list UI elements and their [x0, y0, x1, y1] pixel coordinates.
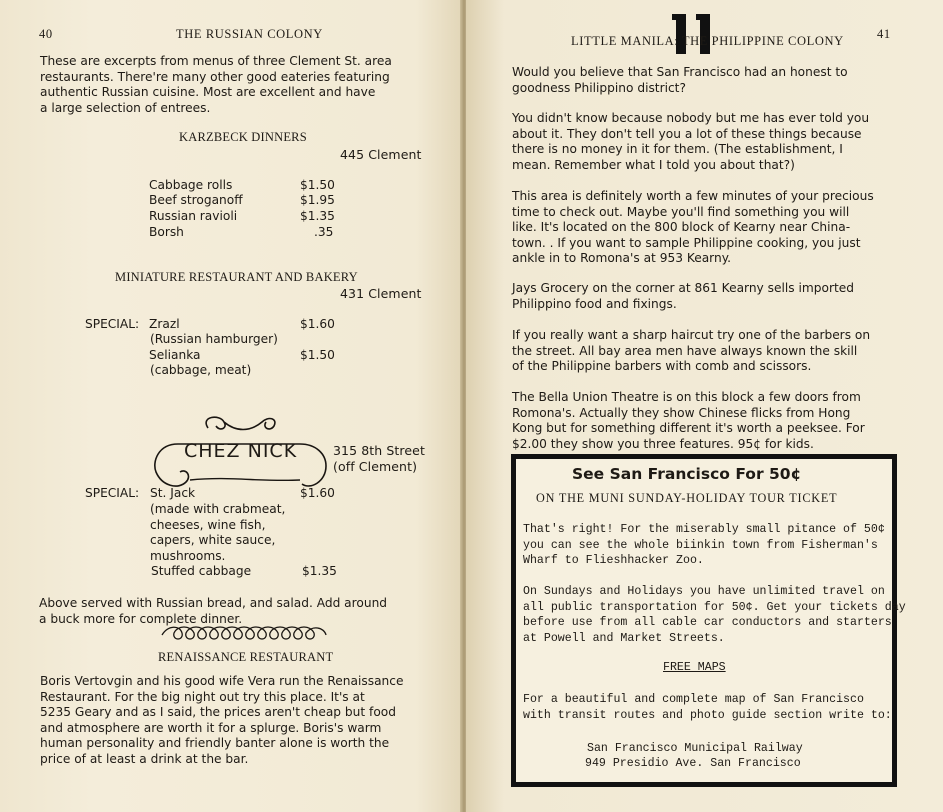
left-running-head: THE RUSSIAN COLONY — [176, 27, 323, 41]
paragraph: Jays Grocery on the corner at 861 Kearny sells imported Philippino food and fixings. — [512, 281, 854, 311]
renaissance-title: RENAISSANCE RESTAURANT — [158, 650, 334, 664]
menu-price: $1.35 — [300, 209, 335, 223]
menu-price: $1.60 — [300, 486, 335, 500]
free-maps-heading: FREE MAPS — [663, 661, 726, 674]
menu-price: $1.50 — [300, 178, 335, 192]
miniature-title: MINIATURE RESTAURANT AND BAKERY — [115, 270, 358, 284]
menu-price: $1.50 — [300, 348, 335, 362]
box-address: San Francisco Municipal Railway — [587, 742, 803, 755]
paragraph: You didn't know because nobody but me has ever told you about it. They don't tell you a lot of these things because there is no money in it for them. (The establishment, I mean. Remember what I told you about that?) — [512, 111, 870, 172]
special-description: (made with crabmeat, cheeses, wine fish, capers, white sauce, mushrooms. — [150, 502, 286, 563]
special-label: SPECIAL: — [85, 486, 140, 500]
paragraph: The Bella Union Theatre is on this block a few doors from Romona's. Actually they show Chinese flicks from Hong Kong but for something different it's worth a peeksee. For $2.00 they show you three features. 95¢ for kids. — [512, 390, 865, 451]
menu-item: Selianka — [149, 348, 201, 362]
paragraph: This area is definitely worth a few minutes of your precious time to check out. Maybe you'll find something you will like. It's located on the 800 block of Kearny near China- town. . If you want to sample Philippine cooking, you just ankle in to Romona's at 953 Kearny. — [512, 189, 874, 265]
menu-item: Russian ravioli — [149, 209, 238, 223]
karzbeck-title: KARZBECK DINNERS — [179, 130, 307, 144]
renaissance-paragraph: Boris Vertovgin and his good wife Vera run the Renaissance Restaurant. For the big night out try this place. It's at 5235 Geary and as I said, the prices aren't cheap but food and atmosphere are worth it for a splurge. Boris's warm human personality and friendly banter alone is worth the price of at least a drink at the bar. — [40, 674, 404, 766]
chez-nick-logo-text: CHEZ NICK — [184, 440, 298, 462]
right-page-number: 41 — [877, 27, 891, 41]
box-paragraph: On Sundays and Holidays you have unlimited travel on all public transportation for 50¢. Get your tickets day before use from all cable car conductors and starters at Powell and Market Streets. — [523, 585, 906, 645]
menu-price: $1.60 — [300, 317, 335, 331]
special-label: SPECIAL: — [85, 317, 140, 331]
menu-item: Borsh — [149, 225, 184, 239]
menu-price: $1.35 — [302, 564, 337, 578]
menu-item-note: (Russian hamburger) — [150, 332, 278, 346]
paragraph: Would you believe that San Francisco had an honest to goodness Philippino district? — [512, 65, 848, 95]
right-running-head: LITTLE MANILA: THE PHILIPPINE COLONY — [571, 34, 844, 48]
chez-nick-address: 315 8th Street — [333, 443, 425, 458]
miniature-address: 431 Clement — [340, 286, 422, 301]
menu-item: St. Jack — [150, 486, 196, 500]
menu-item: Beef stroganoff — [149, 193, 243, 207]
ornamental-divider — [158, 623, 330, 645]
box-address: 949 Presidio Ave. San Francisco — [585, 757, 801, 770]
menu-item: Stuffed cabbage — [151, 564, 252, 578]
intro-paragraph: These are excerpts from menus of three Clement St. area restaurants. There're many other good eateries featuring authentic Russian cuisine. Most are excellent and have a large selection of entrees. — [40, 54, 392, 115]
chez-nick-address: (off Clement) — [333, 459, 418, 474]
chez-nick-note: Above served with Russian bread, and salad. Add around a buck more for complete dinner. — [39, 596, 388, 626]
box-paragraph: For a beautiful and complete map of San Francisco with transit routes and photo guide section write to: — [523, 693, 892, 722]
karzbeck-address: 445 Clement — [340, 147, 422, 162]
menu-item: Cabbage rolls — [149, 178, 233, 192]
paragraph: If you really want a sharp haircut try one of the barbers on the street. All bay area men have always known the skill of the Philippine barbers with comb and scissors. — [512, 328, 871, 373]
box-paragraph: That's right! For the miserably small pitance of 50¢ you can see the whole biinkin town from Fisherman's Wharf to Flieshhacker Zoo. — [523, 523, 885, 567]
box-subtitle: ON THE MUNI SUNDAY-HOLIDAY TOUR TICKET — [536, 491, 838, 505]
box-title: See San Francisco For 50¢ — [572, 465, 802, 483]
muni-tour-ticket-box — [511, 454, 906, 787]
menu-price: $1.95 — [300, 193, 335, 207]
left-page-number: 40 — [39, 27, 53, 41]
menu-item-note: (cabbage, meat) — [150, 363, 252, 377]
menu-item: Zrazl — [149, 317, 180, 331]
menu-price: .35 — [314, 225, 334, 239]
